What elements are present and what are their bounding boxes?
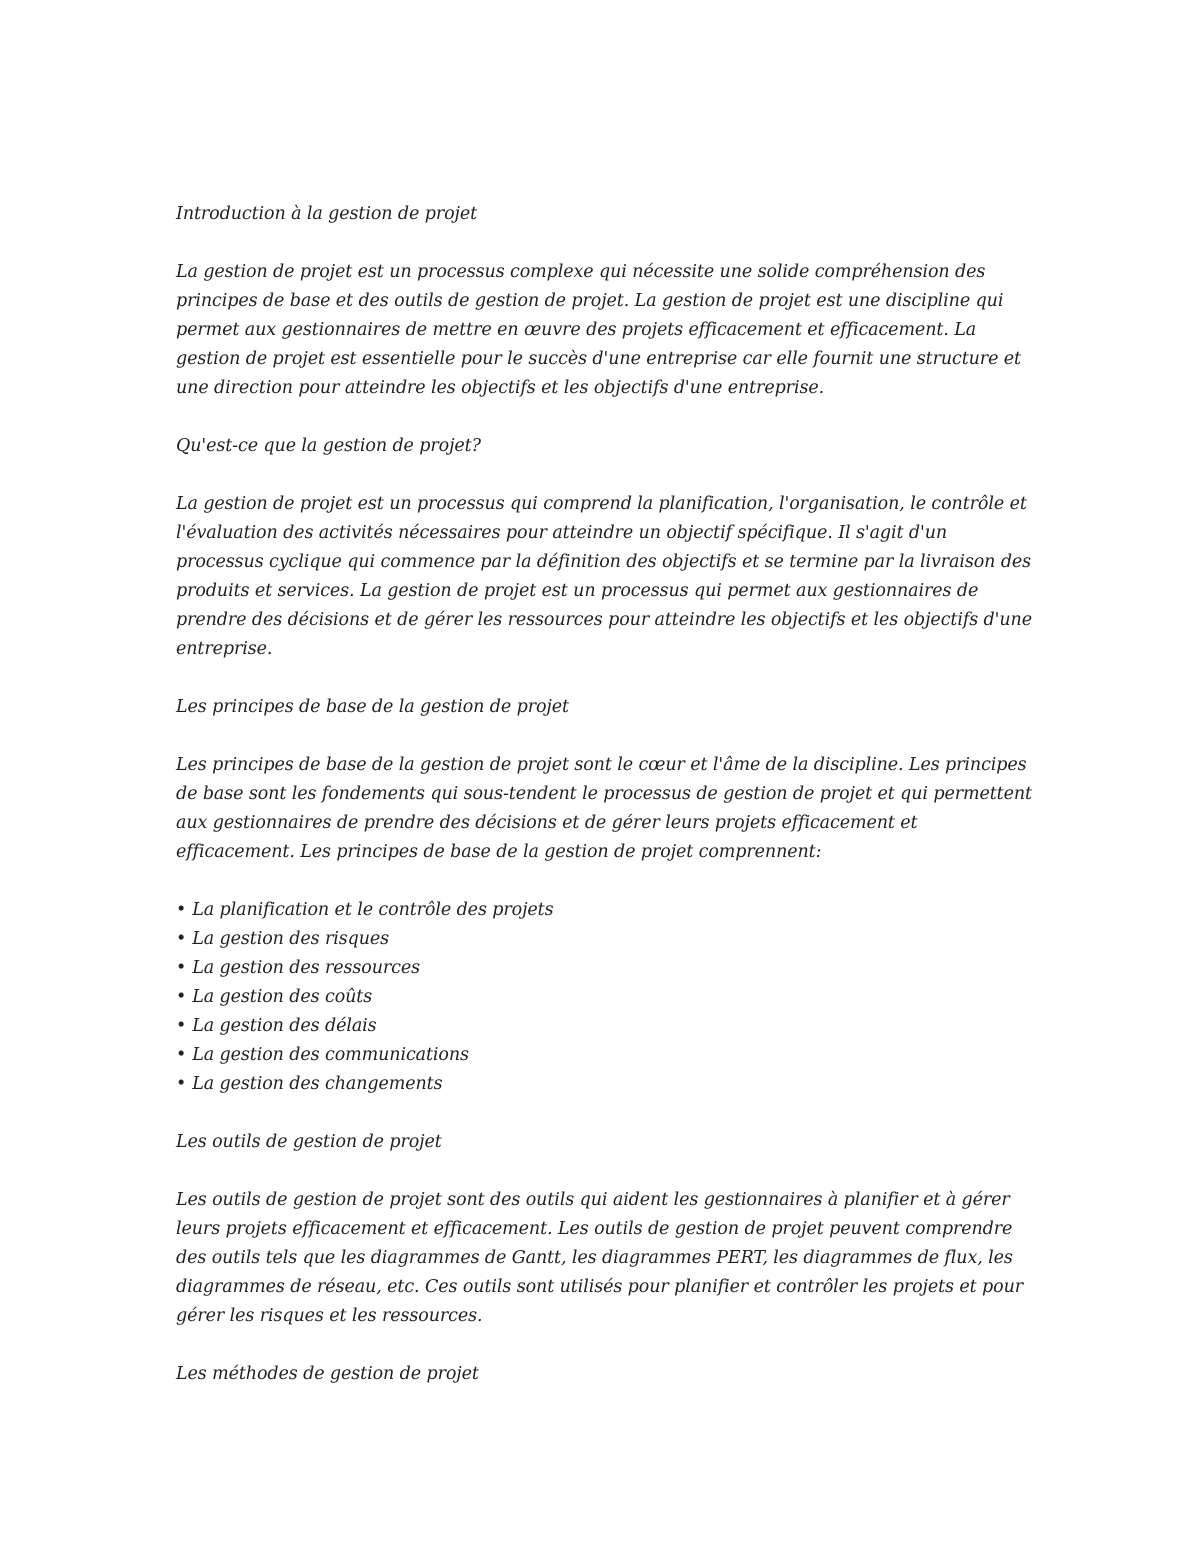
list-item-text: La gestion des coûts <box>192 987 373 1007</box>
list-item <box>176 1070 1036 1099</box>
bullet-icon: • <box>176 929 187 949</box>
bullet-icon: • <box>176 987 187 1007</box>
bullet-icon: • <box>176 900 187 920</box>
section-heading-definition: Qu'est-ce que la gestion de projet? <box>176 436 481 456</box>
section-heading-methods: Les méthodes de gestion de projet <box>176 1364 479 1384</box>
section-heading-introduction: Introduction à la gestion de projet <box>176 204 478 224</box>
document-body <box>176 200 1036 1418</box>
list-item <box>176 983 1036 1012</box>
principles-list <box>176 896 1036 1099</box>
bullet-icon: • <box>176 1016 187 1036</box>
list-item-text: La gestion des ressources <box>192 958 420 978</box>
section-heading-principles: Les principes de base de la gestion de projet <box>176 697 569 717</box>
list-item-text: La gestion des délais <box>192 1016 377 1036</box>
list-item <box>176 1041 1036 1070</box>
list-item-text: La gestion des communications <box>192 1045 469 1065</box>
bullet-icon: • <box>176 1074 187 1094</box>
section-paragraph-principles: Les principes de base de la gestion de projet sont le cœur et l'âme de la discipline. Les principes de base sont les fondements qui sous-tendent le processus de gestion de projet et qui permettent aux gestionnaires de prendre des décisions et de gérer leurs projets efficacement et efficacement. Les principes de base de la gestion de projet comprennent: <box>176 755 1032 862</box>
section-paragraph-tools: Les outils de gestion de projet sont des outils qui aident les gestionnaires à planifier et à gérer leurs projets efficacement et efficacement. Les outils de gestion de projet peuvent comprendre des outils tels que les diagrammes de Gantt, les diagrammes PERT, les diagrammes de flux, les diagrammes de réseau, etc. Ces outils sont utilisés pour planifier et contrôler les projets et pour gérer les risques et les ressources. <box>176 1190 1024 1326</box>
list-item <box>176 954 1036 983</box>
section-paragraph-introduction: La gestion de projet est un processus complexe qui nécessite une solide compréhension des principes de base et des outils de gestion de projet. La gestion de projet est une discipline qui permet aux gestionnaires de mettre en œuvre des projets efficacement et efficacement. La gestion de projet est essentielle pour le succès d'une entreprise car elle fournit une structure et une direction pour atteindre les objectifs et les objectifs d'une entreprise. <box>176 262 1021 398</box>
list-item-text: La planification et le contrôle des projets <box>192 900 554 920</box>
bullet-icon: • <box>176 958 187 978</box>
list-item <box>176 896 1036 925</box>
list-item <box>176 1012 1036 1041</box>
list-item <box>176 925 1036 954</box>
bullet-icon: • <box>176 1045 187 1065</box>
section-paragraph-definition: La gestion de projet est un processus qui comprend la planification, l'organisation, le contrôle et l'évaluation des activités nécessaires pour atteindre un objectif spécifique. Il s'agit d'un processus cyclique qui commence par la définition des objectifs et se termine par la livraison des produits et services. La gestion de projet est un processus qui permet aux gestionnaires de prendre des décisions et de gérer les ressources pour atteindre les objectifs et les objectifs d'une entreprise. <box>176 494 1032 659</box>
list-item-text: La gestion des risques <box>192 929 390 949</box>
section-heading-tools: Les outils de gestion de projet <box>176 1132 442 1152</box>
list-item-text: La gestion des changements <box>192 1074 443 1094</box>
